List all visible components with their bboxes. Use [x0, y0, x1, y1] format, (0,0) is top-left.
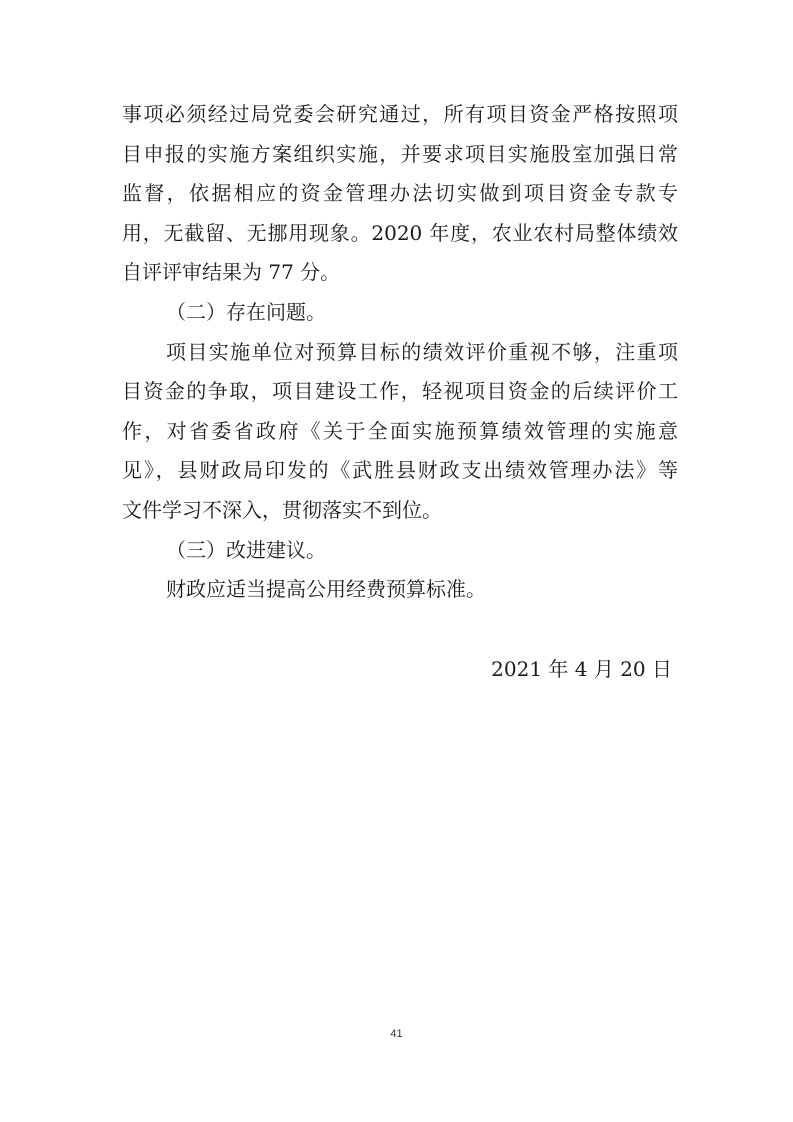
document-body	[122, 95, 678, 610]
body-line: 用，无截留、无挪用现象。2020 年度，农业农村局整体绩效	[122, 220, 678, 245]
document-date: 2021 年 4 月 20 日	[491, 657, 672, 681]
body-line: 监督，依据相应的资金管理办法切实做到项目资金专款专	[122, 181, 678, 206]
body-line: 文件学习不深入，贯彻落实不到位。	[122, 497, 442, 522]
body-line: 自评评审结果为 77 分。	[122, 260, 341, 285]
body-line: 事项必须经过局党委会研究通过，所有项目资金严格按照项	[122, 102, 678, 126]
section-heading-suggestions: （三）改进建议。	[166, 537, 326, 562]
page-number: 41	[390, 1028, 403, 1040]
body-line: 见》，县财政局印发的《武胜县财政支出绩效管理办法》等	[122, 458, 678, 483]
section-heading-problems: （二）存在问题。	[166, 299, 326, 324]
body-line: 项目实施单位对预算目标的绩效评价重视不够，注重项	[166, 339, 678, 364]
body-line: 作，对省委省政府《关于全面实施预算绩效管理的实施意	[122, 418, 678, 443]
body-line: 目申报的实施方案组织实施，并要求项目实施股室加强日常	[122, 141, 678, 166]
body-line: 财政应适当提高公用经费预算标准。	[166, 577, 486, 602]
body-line: 目资金的争取，项目建设工作，轻视项目资金的后续评价工	[122, 379, 678, 404]
